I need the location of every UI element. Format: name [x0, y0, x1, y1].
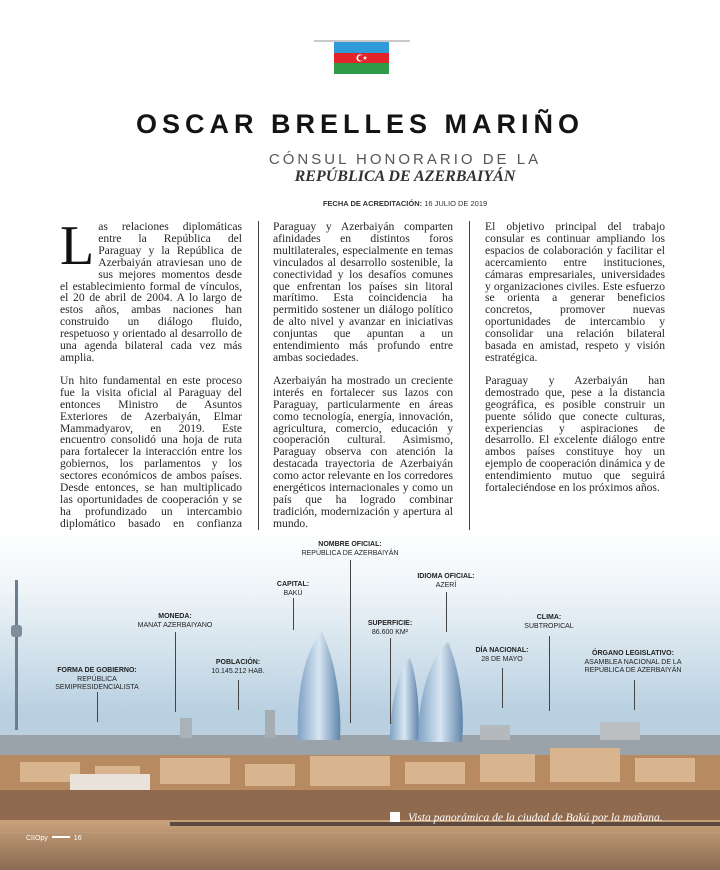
paragraph: Las relaciones diplomáticas entre la República del Paraguay y la República de Azerbaiyán atraviesan uno de sus mejores momentos desde el establecimiento formal de vínculos, el 20 de abril de 2004. A lo largo de estos años, ambas naciones han construido un diálogo fluido, respetuoso y orientado al desarrollo de una agenda bilateral cada vez más amplia.: [60, 215, 242, 364]
leader-line: [634, 680, 635, 710]
page-number: 16: [73, 835, 82, 842]
footer-brand: CIIOpy: [26, 835, 48, 842]
fact-forma-gobierno: FORMA DE GOBIERNO: REPÚBLICA SEMIPRESIDENCIALISTA: [55, 667, 139, 691]
footer-dash: [52, 836, 70, 838]
accreditation-line: [0, 199, 720, 208]
leader-line: [446, 592, 447, 632]
leader-line: [390, 638, 391, 724]
paragraph: Paraguay y Azerbaiyán han demostrado que, pese a la distancia geográfica, es posible construir un puente sólido que conecte culturas, experiencias y aspiraciones de desarrollo. El excelente diálogo entre ambos países constituye hoy un ejemplo de cooperación dinámica y de entendimiento mutuo que seguirá fortaleciéndose en los próximos años.: [485, 373, 665, 495]
paragraph: Paraguay y Azerbaiyán comparten afinidades en distintos foros multilaterales, especialmente en temas vinculados al desarrollo sostenible, la conectividad y los desafíos comunes que enfrentan los países sin litoral marítimo. Esta coincidencia ha permitido sostener un diálogo político de alto nivel y avanzar en iniciativas conjuntas que apuntan a un entendimiento más profundo entre ambas sociedades.: [273, 220, 453, 364]
fact-clima: CLIMA: SUBTROPICAL: [524, 614, 574, 630]
fact-poblacion: POBLACIÓN: 10.145.212 HAB.: [211, 659, 265, 675]
accreditation-label: FECHA DE ACREDITACIÓN:: [322, 199, 423, 208]
leader-line: [97, 692, 98, 722]
leader-line: [350, 560, 351, 723]
paragraph: El objetivo principal del trabajo consular es continuar ampliando los espacios de colaboración y facilitar el acercamiento entre instituciones, cámaras empresariales, universidades y organizaciones civiles. Este esfuerzo se orienta a generar beneficios concretos, promover nuevas oportunidades de intercambio y consolidar una relación bilateral basada en amistad, respeto y visión estratégica.: [485, 220, 665, 364]
azerbaijan-flag: [334, 42, 389, 74]
page-footer: [26, 835, 82, 842]
leader-line: [502, 668, 503, 708]
paragraph: Azerbaiyán ha mostrado un creciente interés en fortalecer sus lazos con Paraguay, particularmente en áreas como tecnología, energía, innovación, agricultura, comercio, educación y cooperación cultural. Asimismo, Paraguay observa con atención la destacada trayectoria de Azerbaiyán como actor relevante en los corredores energéticos internacionales y como un país que ha logrado combinar tradición, modernización y apertura al mundo.: [273, 373, 453, 530]
fact-dia-nacional: DÍA NACIONAL: 28 DE MAYO: [475, 647, 529, 663]
photo-caption: Vista panorámica de la ciudad de Bakú por la mañana.: [390, 812, 663, 824]
leader-line: [175, 632, 176, 712]
drop-cap: L: [60, 215, 95, 277]
caption-square-icon: [390, 812, 400, 822]
fact-nombre-oficial: NOMBRE OFICIAL: REPÚBLICA DE AZERBAIYÁN: [301, 541, 399, 557]
column-divider: [469, 221, 470, 535]
leader-line: [549, 636, 550, 711]
article-column-1: [60, 215, 242, 553]
fact-capital: CAPITAL: BAKÚ: [276, 581, 310, 597]
article-column-3: [485, 221, 665, 505]
crescent-star-icon: [354, 53, 370, 63]
fact-superficie: SUPERFICIE: 86.600 KM²: [367, 620, 413, 636]
paragraph: Un hito fundamental en este proceso fue la visita oficial al Paraguay del entonces Ministro de Asuntos Exteriores de Azerbaiyán, Elmar Mammadyarov, en 2019. Este encuentro consolidó una hoja de ruta para fortalecer la interacción entre los gobiernos, los parlamentos y los sectores económicos de ambos países. Desde entonces, se han multiplicado las oportunidades de cooperación y se ha profundizado un intercambio diplomático basado en confianza: [60, 373, 242, 530]
country-title: REPÚBLICA DE AZERBAIYÁN: [294, 168, 516, 185]
consul-title: CÓNSUL HONORARIO DE LA: [268, 151, 542, 168]
leader-line: [293, 598, 294, 630]
column-divider: [258, 221, 259, 535]
article-column-2: [273, 221, 453, 541]
fact-moneda: MONEDA: MANAT AZERBAIYANO: [137, 613, 213, 629]
leader-line: [238, 680, 239, 710]
fact-idioma: IDIOMA OFICIAL: AZERÍ: [417, 573, 475, 589]
accreditation-date: 16 JULIO DE 2019: [424, 199, 488, 208]
fact-organo-legislativo: ÓRGANO LEGISLATIVO: ASAMBLEA NACIONAL DE LA REPÚBLICA DE AZERBAIYÁN: [584, 650, 682, 674]
consul-name: OSCAR BRELLES MARIÑO: [135, 109, 584, 139]
